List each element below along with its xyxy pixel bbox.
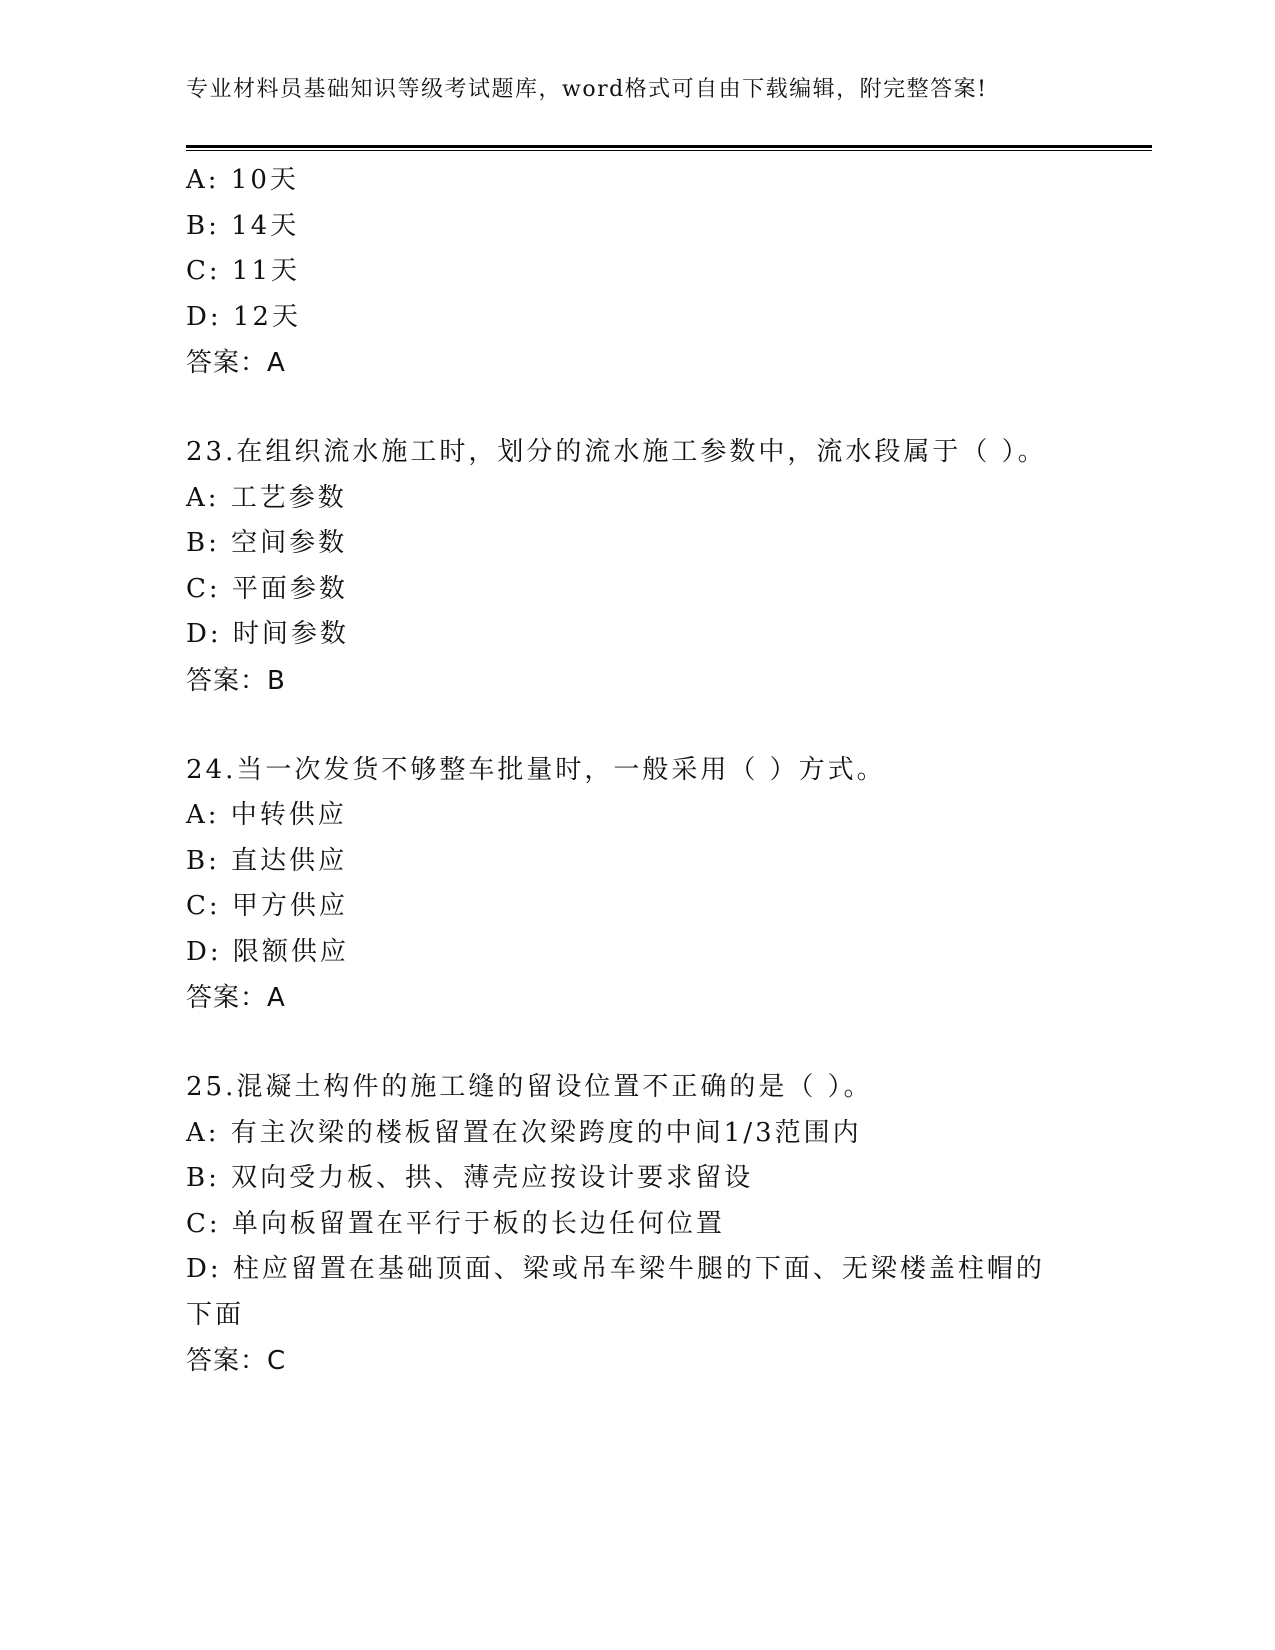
- option-a: A: 工艺参数: [186, 482, 347, 513]
- answer-line: 答案：C: [186, 1346, 287, 1376]
- option-d: D: 限额供应: [186, 936, 349, 967]
- option-a: A: 10天: [186, 165, 299, 195]
- answer-line: 答案：B: [186, 665, 286, 696]
- option-d: D: 时间参数: [186, 619, 349, 649]
- option-a: A: 有主次梁的楼板留置在次梁跨度的中间1/3范围内: [186, 1117, 862, 1148]
- page-header: 专业材料员基础知识等级考试题库，word格式可自由下载编辑，附完整答案!: [186, 77, 988, 102]
- option-c: C: 11天: [186, 256, 301, 286]
- question-block-22: [186, 158, 1086, 386]
- option-c: C: 单向板留置在平行于板的长边任何位置: [186, 1208, 725, 1239]
- option-b: B: 14天: [186, 210, 300, 241]
- option-d: D: 12天: [186, 301, 301, 332]
- question-stem: 25.混凝土构件的施工缝的留设位置不正确的是（ ）。: [186, 1072, 873, 1102]
- question-block-25: [186, 1065, 1086, 1384]
- option-d: D: 柱应留置在基础顶面、梁或吊车梁牛腿的下面、无梁楼盖柱帽的下面: [186, 1254, 1045, 1330]
- option-b: B: 直达供应: [186, 845, 348, 876]
- answer-line: 答案：A: [186, 348, 286, 378]
- question-stem: 23.在组织流水施工时，划分的流水施工参数中，流水段属于（ ）。: [186, 437, 1047, 467]
- option-a: A: 中转供应: [186, 800, 347, 830]
- header-rule: [186, 145, 1152, 148]
- question-block-23: [186, 430, 1086, 704]
- question-block-24: [186, 748, 1086, 1022]
- question-stem: 24.当一次发货不够整车批量时，一般采用（ ）方式。: [186, 754, 886, 785]
- option-c: C: 平面参数: [186, 573, 348, 604]
- question-list: [186, 158, 1086, 1384]
- option-b: B: 空间参数: [186, 528, 348, 558]
- option-c: C: 甲方供应: [186, 891, 348, 921]
- answer-line: 答案：A: [186, 983, 286, 1013]
- option-b: B: 双向受力板、拱、薄壳应按设计要求留设: [186, 1163, 754, 1193]
- header-rule-thin: [186, 150, 1152, 151]
